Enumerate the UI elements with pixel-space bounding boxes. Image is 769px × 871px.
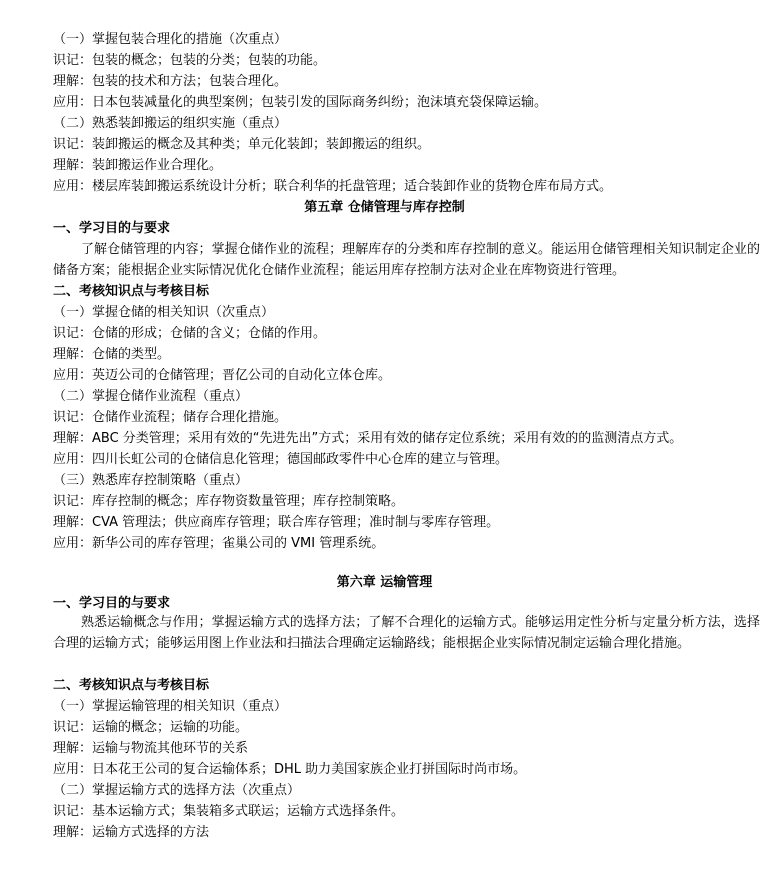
- ch5-objectives-paragraph: 了解仓储管理的内容；掌握仓储作业的流程；理解库存的分类和库存控制的意义。能运用仓储管理相关知识制定企业的储备方案；能根据企业实际情况优化仓储作业流程；能运用库存控制方法对企业在库物资进行管理。: [53, 242, 760, 278]
- ch4-packaging-memorize: 识记：包装的概念；包装的分类；包装的功能。: [53, 53, 327, 68]
- ch5-section-objectives: 一、学习目的与要求: [53, 221, 171, 236]
- ch6-section-objectives: 一、学习目的与要求: [53, 596, 171, 611]
- ch5-storage-apply: 应用：英迈公司的仓储管理；晋亿公司的自动化立体仓库。: [53, 368, 392, 383]
- ch5-storage-understand: 理解：仓储的类型。: [53, 347, 171, 362]
- ch4-packaging-apply: 应用：日本包装减量化的典型案例；包装引发的国际商务纠纷；泡沫填充袋保障运输。: [53, 95, 548, 110]
- ch6-section-assessment: 二、考核知识点与考核目标: [53, 678, 210, 693]
- ch5-inventory-understand: 理解：CVA 管理法；供应商库存管理；联合库存管理；准时制与零库存管理。: [53, 515, 500, 530]
- ch5-workflow-understand: 理解：ABC 分类管理；采用有效的“先进先出”方式；采用有效的储存定位系统；采用有效的的监测清点方式。: [53, 431, 683, 446]
- ch5-storage-memorize: 识记：仓储的形成；仓储的含义；仓储的作用。: [53, 326, 327, 341]
- ch5-workflow-memorize: 识记：仓储作业流程；储存合理化措施。: [53, 410, 288, 425]
- ch6-subsection-transport: （一）掌握运输管理的相关知识（重点）: [53, 699, 288, 714]
- ch5-subsection-inventory: （三）熟悉库存控制策略（重点）: [53, 473, 249, 488]
- ch5-subsection-storage: （一）掌握仓储的相关知识（次重点）: [53, 305, 275, 320]
- ch6-transport-apply: 应用：日本花王公司的复合运输体系；DHL 助力美国家族企业打拼国际时尚市场。: [53, 762, 527, 777]
- ch6-subsection-mode-selection: （二）掌握运输方式的选择方法（次重点）: [53, 783, 301, 798]
- ch4-handling-apply: 应用：楼层库装卸搬运系统设计分析；联合利华的托盘管理；适合装卸作业的货物仓库布局方式。: [53, 179, 613, 194]
- ch4-subsection-packaging: （一）掌握包装合理化的措施（次重点）: [53, 32, 288, 47]
- ch5-workflow-apply: 应用：四川长虹公司的仓储信息化管理；德国邮政零件中心仓库的建立与管理。: [53, 452, 509, 467]
- ch6-objectives-paragraph: 熟悉运输概念与作用；掌握运输方式的选择方法；了解不合理化的运输方式。能够运用定性分析与定量分析方法，选择合理的运输方式；能够运用图上作业法和扫描法合理确定运输路线；能根据企业实际情况制定运输合理化措施。: [53, 615, 760, 651]
- ch4-subsection-handling: （二）熟悉装卸搬运的组织实施（重点）: [53, 116, 288, 131]
- ch6-mode-memorize: 识记：基本运输方式；集装箱多式联运；运输方式选择条件。: [53, 804, 405, 819]
- ch5-section-assessment: 二、考核知识点与考核目标: [53, 284, 210, 299]
- ch5-inventory-apply: 应用：新华公司的库存管理；雀巢公司的 VMI 管理系统。: [53, 536, 385, 551]
- ch6-title: 第六章 运输管理: [336, 575, 433, 590]
- ch6-transport-understand: 理解：运输与物流其他环节的关系: [53, 741, 249, 756]
- ch4-packaging-understand: 理解：包装的技术和方法；包装合理化。: [53, 74, 288, 89]
- ch6-transport-memorize: 识记：运输的概念；运输的功能。: [53, 720, 249, 735]
- ch6-mode-understand: 理解：运输方式选择的方法: [53, 825, 210, 840]
- ch5-inventory-memorize: 识记：库存控制的概念；库存物资数量管理；库存控制策略。: [53, 494, 405, 509]
- ch4-handling-understand: 理解：装卸搬运作业合理化。: [53, 158, 223, 173]
- ch5-title: 第五章 仓储管理与库存控制: [304, 200, 465, 215]
- ch4-handling-memorize: 识记：装卸搬运的概念及其种类；单元化装卸；装卸搬运的组织。: [53, 137, 431, 152]
- ch5-subsection-workflow: （二）掌握仓储作业流程（重点）: [53, 389, 249, 404]
